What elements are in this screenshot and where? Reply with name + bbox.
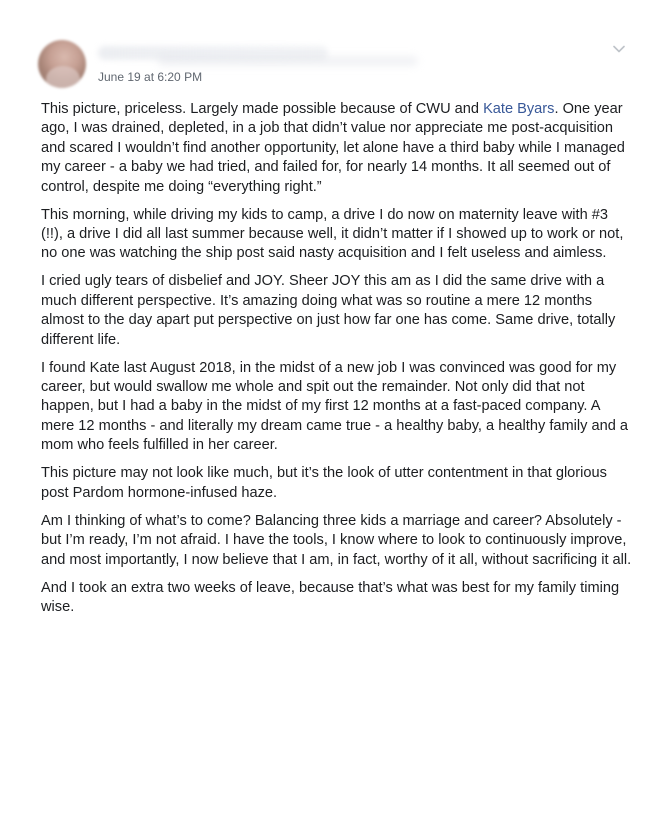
post-paragraph-6: Am I thinking of what’s to come? Balancing three kids a marriage and career? Absolutely - but I’m ready, I’m not afraid. I have the tools, I know where to look to continuously improve, and most importantly, I now believe that I am, in fact, worthy of it all, without sacrificing it all. xyxy=(41,512,632,568)
author-name-redacted-extra xyxy=(158,56,418,66)
mention-link-kate-byars[interactable]: Kate Byars xyxy=(483,101,555,117)
avatar[interactable] xyxy=(38,40,86,88)
post-paragraph-2: This morning, while driving my kids to camp, a drive I do now on maternity leave with #3 (!!), a drive I did all last summer because well, it didn’t matter if I showed up to work or not, no one was watching the ship post said nasty acquisition and I felt useless and aimless. xyxy=(41,206,624,262)
post-paragraph-5: This picture may not look like much, but it’s the look of utter contentment in that glorious post Pardom hormone-infused haze. xyxy=(41,465,607,501)
post-paragraph-1 xyxy=(41,100,633,197)
chevron-down-icon xyxy=(613,45,625,53)
post-timestamp[interactable]: June 19 at 6:20 PM xyxy=(98,70,203,84)
post-body xyxy=(41,100,633,626)
p1-text-after: . One year ago, I was drained, depleted, in a job that didn’t value nor appreciate me post-acquisition and scared I wouldn’t find another opportunity, let alone have a third baby while I managed my career - a baby we had tried, and failed for, for nearly 14 months. It all seemed out of control, despite me doing “everything right.” xyxy=(41,101,625,195)
post-paragraph-3: I cried ugly tears of disbelief and JOY. Sheer JOY this am as I did the same drive with a much different perspective. It’s amazing doing what was so routine a mere 12 months almost to the day apart put perspective on just how far one has come. Same drive, totally different life. xyxy=(41,273,616,348)
post-options-button[interactable] xyxy=(610,42,628,56)
post-header xyxy=(38,38,628,90)
post-paragraph-4: I found Kate last August 2018, in the midst of a new job I was convinced was good for my career, but would swallow me whole and spit out the remainder. Not only did that not happen, but I had a baby in the midst of my first 12 months at a fast-paced company. A mere 12 months - and literally my dream came true - a healthy baby, a healthy family and a mom who feels fulfilled in her career. xyxy=(41,359,628,454)
p1-text-before: This picture, priceless. Largely made possible because of CWU and xyxy=(41,101,484,117)
post-paragraph-7: And I took an extra two weeks of leave, because that’s what was best for my family timing wise. xyxy=(41,579,620,615)
